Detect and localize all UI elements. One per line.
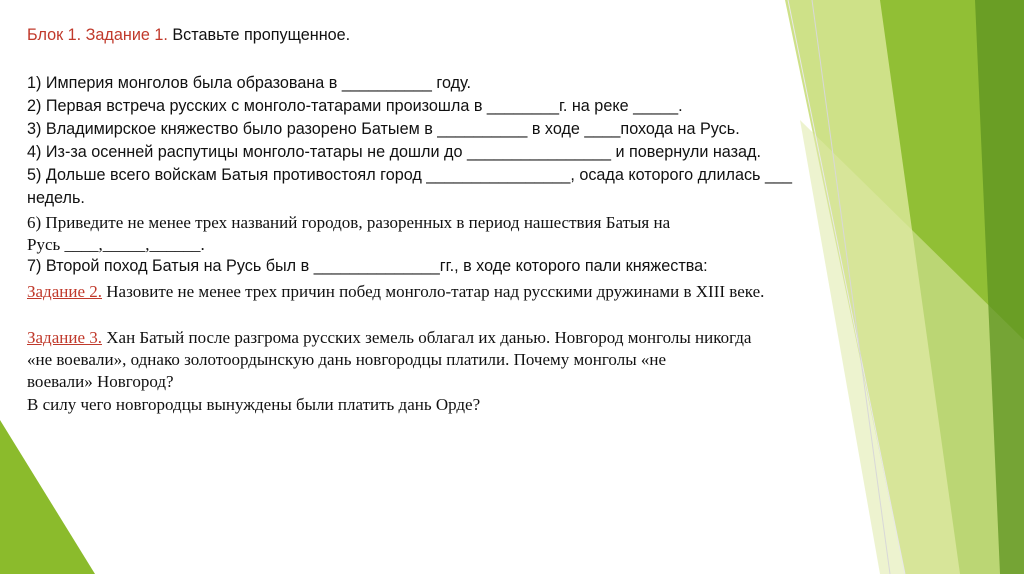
- task3-label: Задание 3.: [27, 328, 102, 347]
- task2-text: Назовите не менее трех причин побед монголо-татар над русскими дружинами в XIII веке.: [102, 282, 765, 301]
- block1-item-3: 3) Владимирское княжество было разорено Батыем в __________ в ходе ____похода на Русь.: [27, 120, 740, 138]
- task3-line-4: В силу чего новгородцы вынуждены были платить дань Орде?: [27, 395, 481, 414]
- task3-line-1-text: Хан Батый после разгрома русских земель облагал их данью. Новгород монголы никогда: [102, 328, 752, 347]
- block1-item-2: 2) Первая встреча русских с монголо-татарами произошла в ________г. на реке _____.: [27, 97, 683, 115]
- task3-line-3: воевали» Новгород?: [27, 372, 174, 391]
- task2-label: Задание 2.: [27, 282, 102, 301]
- block1-heading-label: Блок 1. Задание 1.: [27, 26, 168, 44]
- block1-item-5: 5) Дольше всего войскам Батыя противостоял город ________________, осада которого длилась ___: [27, 166, 792, 184]
- green-left-corner: [0, 420, 95, 574]
- block1-heading-text: Вставьте пропущенное.: [167, 26, 351, 44]
- block1-item-5-continuation: недель.: [27, 189, 85, 207]
- block1-item-6-line-2: Русь ____,_____,______.: [27, 235, 205, 254]
- block1-item-6-line-1: 6) Приведите не менее трех названий городов, разоренных в период нашествия Батыя на: [27, 213, 671, 232]
- task2: [27, 282, 764, 302]
- block1-heading: [27, 26, 350, 45]
- block1-item-4: 4) Из-за осенней распутицы монголо-татары не дошли до ________________ и повернули назад.: [27, 143, 762, 161]
- task3-line-1: [27, 328, 751, 348]
- task3-line-2: «не воевали», однако золотоордынскую дань новгородцы платили. Почему монголы «не: [27, 350, 667, 369]
- block1-item-7: 7) Второй поход Батыя на Русь был в ______________гг., в ходе которого пали княжества:: [27, 257, 708, 275]
- block1-item-1: 1) Империя монголов была образована в __________ году.: [27, 74, 472, 92]
